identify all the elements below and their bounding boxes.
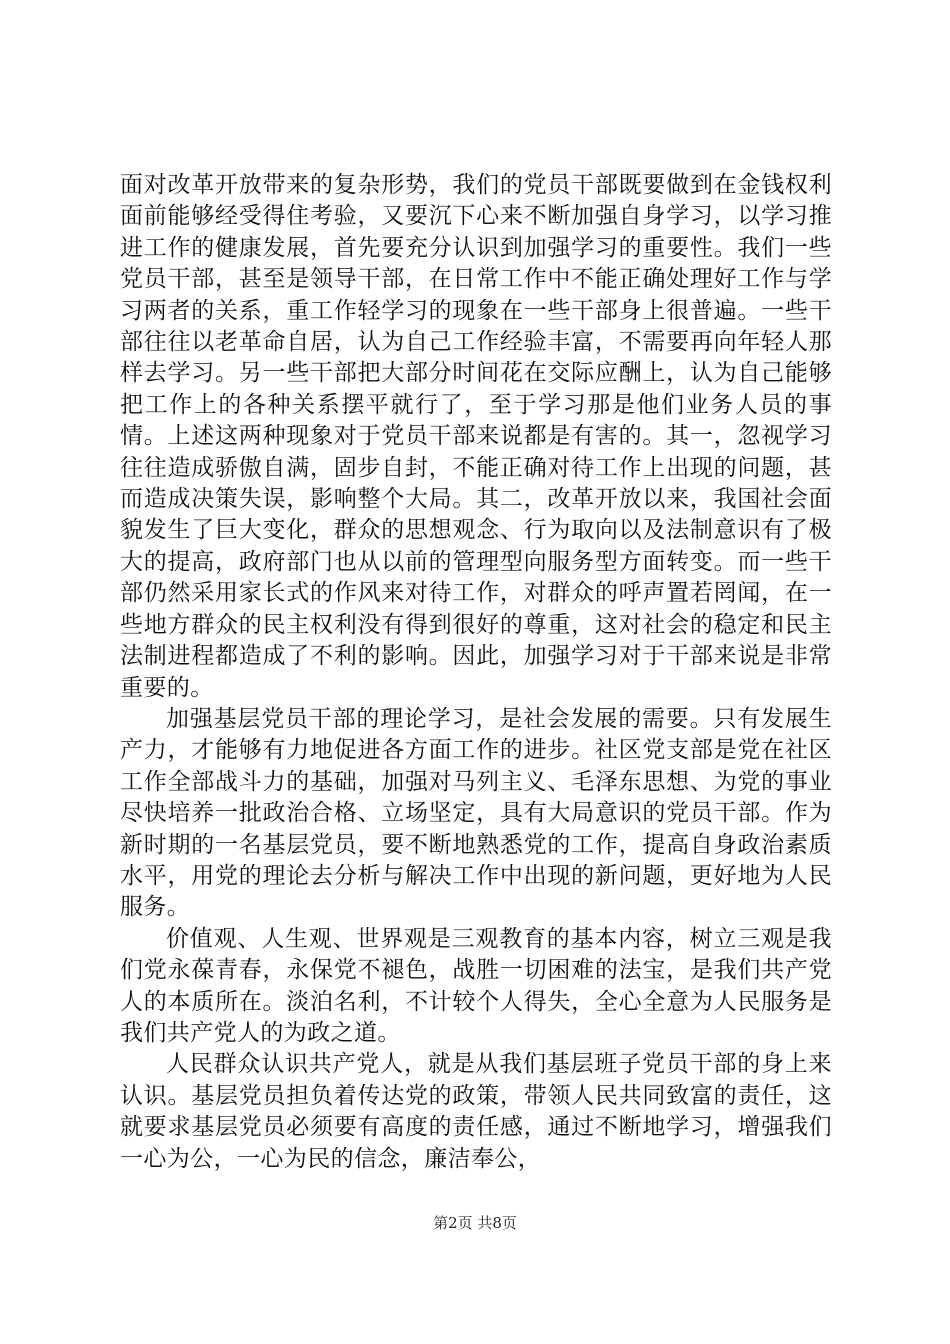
- paragraph-2: 加强基层党员干部的理论学习，是社会发展的需要。只有发展生产力，才能够有力地促进各方面工作的进步。社区党支部是党在社区工作全部战斗力的基础，加强对马列主义、毛泽东思想、为党的事业尽快培养一批政治合格、立场坚定，具有大局意识的党员干部。作为新时期的一名基层党员，要不断地熟悉党的工作，提高自身政治素质水平，用党的理论去分析与解决工作中出现的新问题，更好地为人民服务。: [120, 705, 832, 921]
- paragraph-3: 价值观、人生观、世界观是三观教育的基本内容，树立三观是我们党永葆青春，永保党不褪色，战胜一切困难的法宝，是我们共产党人的本质所在。淡泊名利，不计较个人得失，全心全意为人民服务是我们共产党人的为政之道。: [120, 925, 832, 1046]
- paragraph-1: 面对改革开放带来的复杂形势，我们的党员干部既要做到在金钱权利面前能够经受得住考验，又要沉下心来不断加强自身学习，以学习推进工作的健康发展，首先要充分认识到加强学习的重要性。我们一些党员干部，甚至是领导干部，在日常工作中不能正确处理好工作与学习两者的关系，重工作轻学习的现象在一些干部身上很普遍。一些干部往往以老革命自居，认为自己工作经验丰富，不需要再向年轻人那样去学习。另一些干部把大部分时间花在交际应酬上，认为自己能够把工作上的各种关系摆平就行了，至于学习那是他们业务人员的事情。上述这两种现象对于党员干部来说都是有害的。其一，忽视学习往往造成骄傲自满，固步自封，不能正确对待工作上出现的问题，甚而造成决策失误，影响整个大局。其二，改革开放以来，我国社会面貌发生了巨大变化，群众的思想观念、行为取向以及法制意识有了极大的提高，政府部门也从以前的管理型向服务型方面转变。而一些干部仍然采用家长式的作风来对待工作，对群众的呼声置若罔闻，在一些地方群众的民主权利没有得到很好的尊重，这对社会的稳定和民主法制进程都造成了不利的影响。因此，加强学习对于干部来说是非常重要的。: [120, 172, 832, 701]
- body-text: [120, 170, 832, 1175]
- paragraph-4: 人民群众认识共产党人，就是从我们基层班子党员干部的身上来认识。基层党员担负着传达党的政策，带领人民共同致富的责任，这就要求基层党员必须要有高度的责任感，通过不断地学习，增强我们一心为公，一心为民的信念，廉洁奉公，: [120, 1051, 832, 1172]
- page-number-footer: 第2页 共8页: [433, 1214, 517, 1232]
